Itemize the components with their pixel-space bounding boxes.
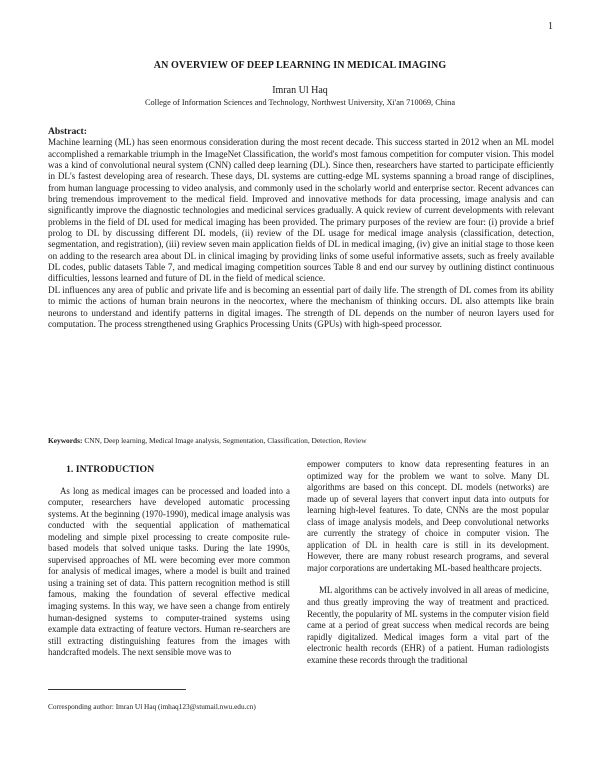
body-paragraph: ML algorithms can be actively involved in all areas of medicine, and thus greatly improving the way of treatment and practiced. Recently, the popularity of ML systems in the computer vision field came at a period of great success when medical records are being rapidly digitalized. Medical images form a vital part of the electronic health records (EHR) of a patient. Human radiologists examine these records through the traditional — [307, 585, 549, 665]
right-column — [307, 459, 549, 666]
body-paragraph: As long as medical images can be processed and loaded into a computer, researchers have developed automatic processing systems. At the beginning (1970-1990), medical image analysis was conducted with the sequential application of mathematical modeling and simple pixel processing to create composite rule-based models that solved unique tasks. During the late 1990s, supervised approaches of ML were becoming ever more common for analysis of medical images, where a model is built and trained using a training set of data. This pattern recognition method is still famous, making the foundation of several effective medical imaging systems. In this way, we have seen a change from entirely human-designed systems to computer-trained systems using example data extracting of feature vectors. Human re-searchers are still extracting distinguishing features from the images with handcrafted models. The next sensible move was to — [48, 485, 290, 658]
author-affiliation: College of Information Sciences and Technology, Northwest University, Xi'an 710069, China — [144, 98, 456, 107]
corresponding-author-footnote: Corresponding author: Imran Ul Haq (imhaq123@stumail.nwu.edu.cn) — [48, 702, 256, 711]
left-column — [48, 464, 290, 659]
paper-title: AN OVERVIEW OF DEEP LEARNING IN MEDICAL IMAGING — [153, 60, 447, 71]
keywords-text: CNN, Deep learning, Medical Image analysis, Segmentation, Classification, Detection, Review — [82, 436, 367, 445]
author-name: Imran Ul Haq — [272, 85, 328, 96]
footnote-divider — [48, 689, 186, 690]
body-paragraph: empower computers to know data representing features in an optimized way for the problem we want to solve. Many DL algorithms are based on this concept. DL models (networks) are made up of several layers that convert input data into outputs for learning high-level features. To date, CNNs are the most popular class of image analysis models, and Deep convolutional networks are currently the strategy of choice in computer vision. The application of DL in health care is still in its development. However, there are many robust research programs, and several major corporations are undertaking ML-based healthcare projects. — [307, 459, 549, 573]
abstract-paragraph: Machine learning (ML) has seen enormous consideration during the most recent decade. This success started in 2012 when an ML model accomplished a remarkable triumph in the ImageNet Classification, the world's most famous competition for computer vision. This model was a kind of convolutional neural system (CNN) called deep learning (DL). Since then, researchers have started to participate efficiently in DL's fastest developing area of research. These days, DL systems are cutting-edge ML systems spanning a broad range of disciplines, from human language processing to video analysis, and commonly used in the scholarly world and enterprise sector. Recent advances can bring tremendous improvement to the medical field. Improved and innovative methods for data processing, image analysis and can significantly improve the diagnostic technologies and medicinal services gradually. A quick review of current developments with relevant problems in the field of DL used for medical imaging has been provided. The primary purposes of the review are four: (i) provide a brief prolog to DL by discussing different DL models, (ii) review of the DL usage for medical image analysis (classification, detection, segmentation, and registration), (iii) review seven main application fields of DL in medical imaging, (iv) give an initial stage to those keen on adding to the research area about DL in clinical imaging by providing links of some useful informative assets, such as freely available DL codes, public datasets Table 7, and medical imaging competition sources Table 8 and end our survey by outlining distinct continuous difficulties, lessons learned and future of DL in the field of medical science. — [48, 137, 554, 284]
section-heading-introduction: 1. INTRODUCTION — [66, 464, 155, 475]
abstract-section — [48, 126, 554, 330]
page-number: 1 — [548, 21, 553, 32]
keywords-line — [48, 436, 554, 445]
keywords-label: Keywords: — [48, 436, 83, 445]
abstract-heading: Abstract: — [48, 126, 87, 137]
abstract-paragraph: DL influences any area of public and private life and is becoming an essential part of daily life. The strength of DL comes from its ability to mimic the actions of human brain neurons in the neocortex, where the mechanism of thinking occurs. DL also attempts like brain neurons to understand and identify patterns in digital images. The strength of DL depends on the number of neuron layers used for computation. The process strengthened using Graphics Processing Units (GPUs) with high-speed processor. — [48, 284, 554, 329]
